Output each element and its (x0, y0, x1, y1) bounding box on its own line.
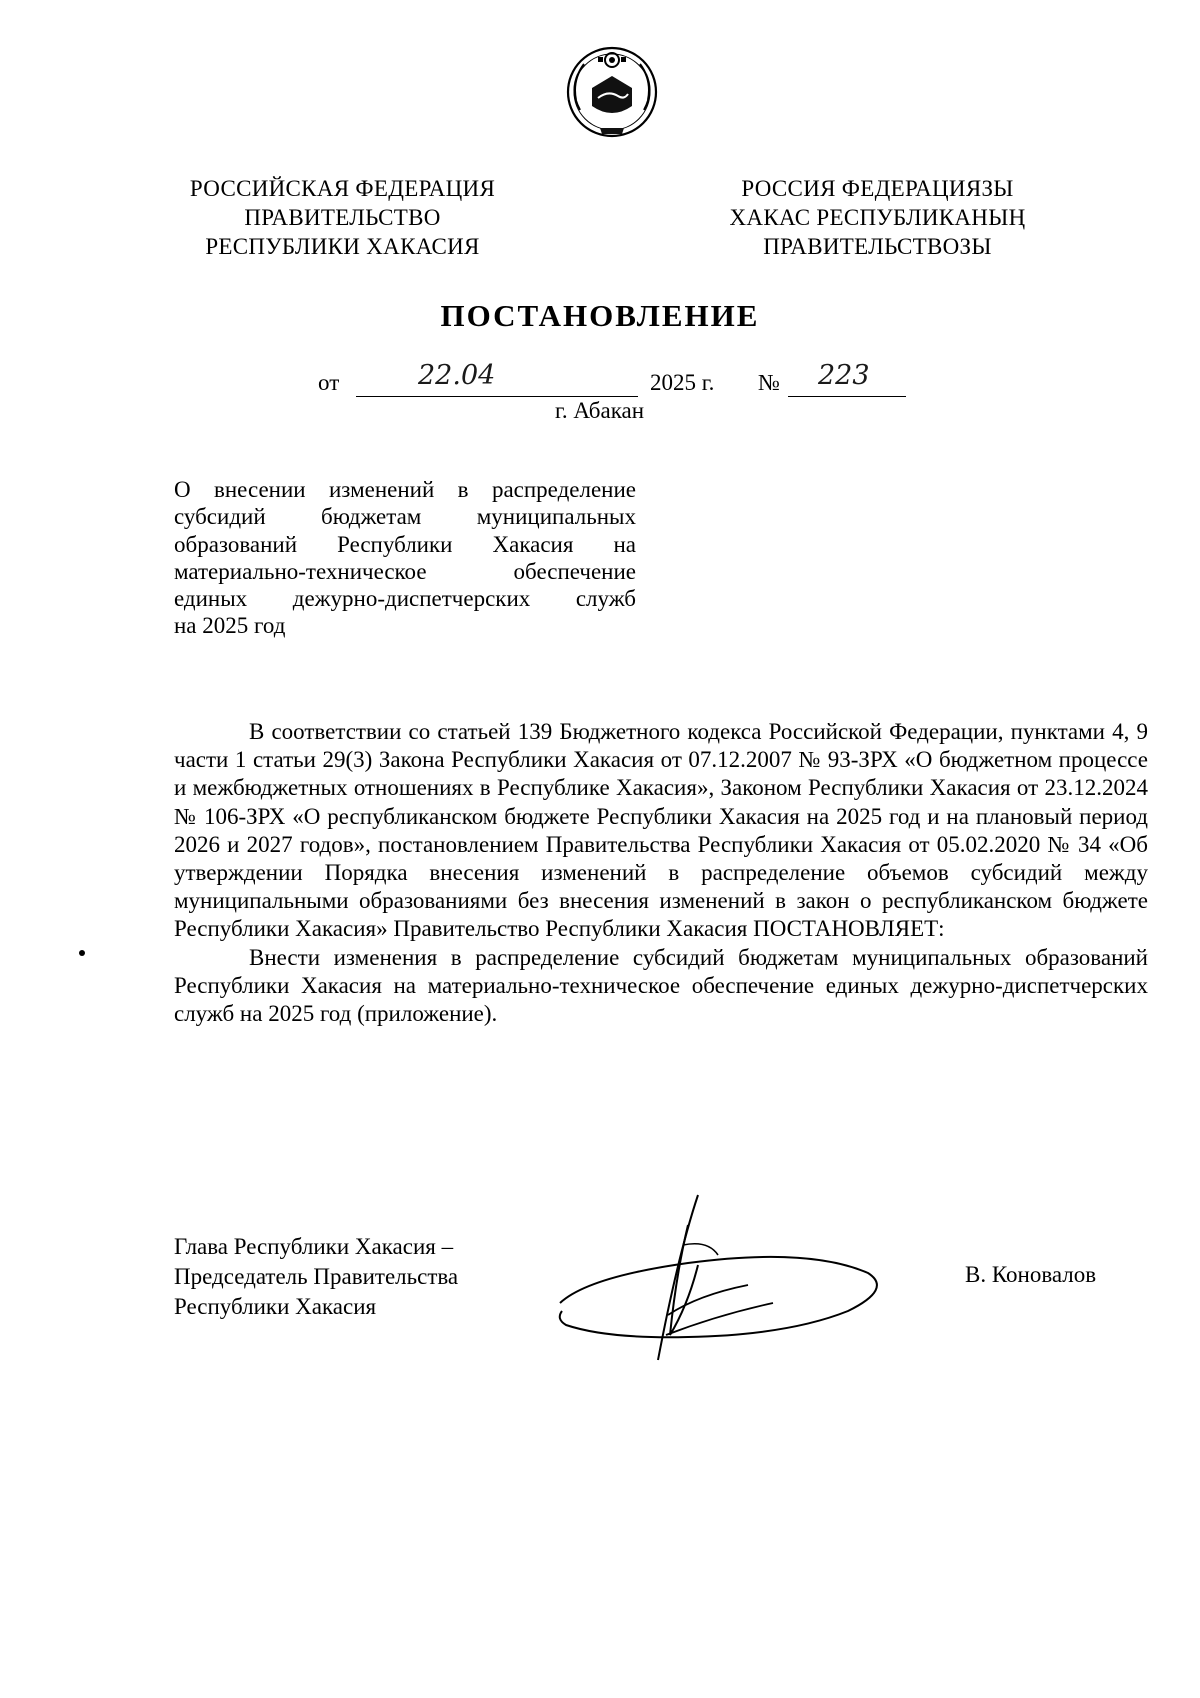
header-left-line: РОССИЙСКАЯ ФЕДЕРАЦИЯ (189, 176, 496, 201)
header-right-line: ХАКАС РЕСПУБЛИКАНЫҢ (729, 205, 1026, 230)
subject-line: образований Республики Хакасия на (174, 531, 636, 557)
date-underline (356, 396, 638, 397)
signatory-role (174, 1232, 458, 1322)
signatory-role-line: Председатель Правительства (174, 1264, 459, 1289)
subject-line: субсидий бюджетам муниципальных (174, 504, 636, 530)
header-left-line: РЕСПУБЛИКИ ХАКАСИЯ (205, 234, 480, 259)
header-right (710, 174, 1045, 261)
header-right-line: РОССИЯ ФЕДЕРАЦИЯЗЫ (741, 176, 1014, 201)
header-left-line: ПРАВИТЕЛЬСТВО (244, 205, 441, 230)
body-paragraph: Внести изменения в распределение субсидий бюджетам муниципальных образований Республики Хакасия на материально-техническое обеспечение единых дежурно-диспетчерских служб на 2025 год (приложение). (174, 944, 1148, 1027)
subject-line: материально-техническое обеспечение (174, 558, 636, 584)
number-label: № (758, 370, 780, 395)
signatory-role-line: Республики Хакасия (174, 1294, 377, 1319)
number-underline (788, 396, 906, 397)
document-type-title: ПОСТАНОВЛЕНИЕ (440, 298, 760, 333)
signatory-name: В. Коновалов (965, 1262, 1097, 1287)
year-label: 2025 г. (650, 370, 715, 395)
header-left (175, 174, 510, 261)
subject-line: единых дежурно-диспетчерских служб (174, 586, 636, 612)
document-subject (174, 476, 636, 640)
date-prefix: от (318, 370, 340, 395)
margin-dot (79, 950, 85, 956)
number-handwritten: 223 (818, 360, 870, 391)
coat-of-arms-icon (562, 40, 662, 140)
document-body (174, 718, 1148, 1028)
subject-line: О внесении изменений в распределение (174, 477, 636, 502)
signatory-role-line: Глава Республики Хакасия – (174, 1234, 454, 1259)
subject-line: на 2025 год (174, 613, 286, 639)
header-right-line: ПРАВИТЕЛЬСТВОЗЫ (763, 234, 992, 259)
date-handwritten: 22.04 (418, 360, 496, 391)
date-number-line (318, 360, 918, 400)
handwritten-signature (548, 1185, 888, 1370)
city: г. Абакан (555, 398, 645, 423)
body-paragraph: В соответствии со статьей 139 Бюджетного кодекса Российской Федерации, пунктами 4, 9 части 1 статьи 29(3) Закона Республики Хакасия от 07.12.2007 № 93-ЗРХ «О бюджетном процессе и межбюджетных отношениях в Республике Хакасия», Законом Республики Хакасия от 23.12.2024 № 106-ЗРХ «О республиканском бюджете Республики Хакасия на 2025 год и на плановый период 2026 и 2027 годов», постановлением Правительства Республики Хакасия от 05.02.2020 № 34 «Об утверждении Порядка внесения изменений в распределение объемов субсидий между муниципальными образованиями без внесения изменений в закон о республиканском бюджете Республики Хакасия» Правительство Республики Хакасия ПОСТАНОВЛЯЕТ: (174, 719, 1148, 942)
